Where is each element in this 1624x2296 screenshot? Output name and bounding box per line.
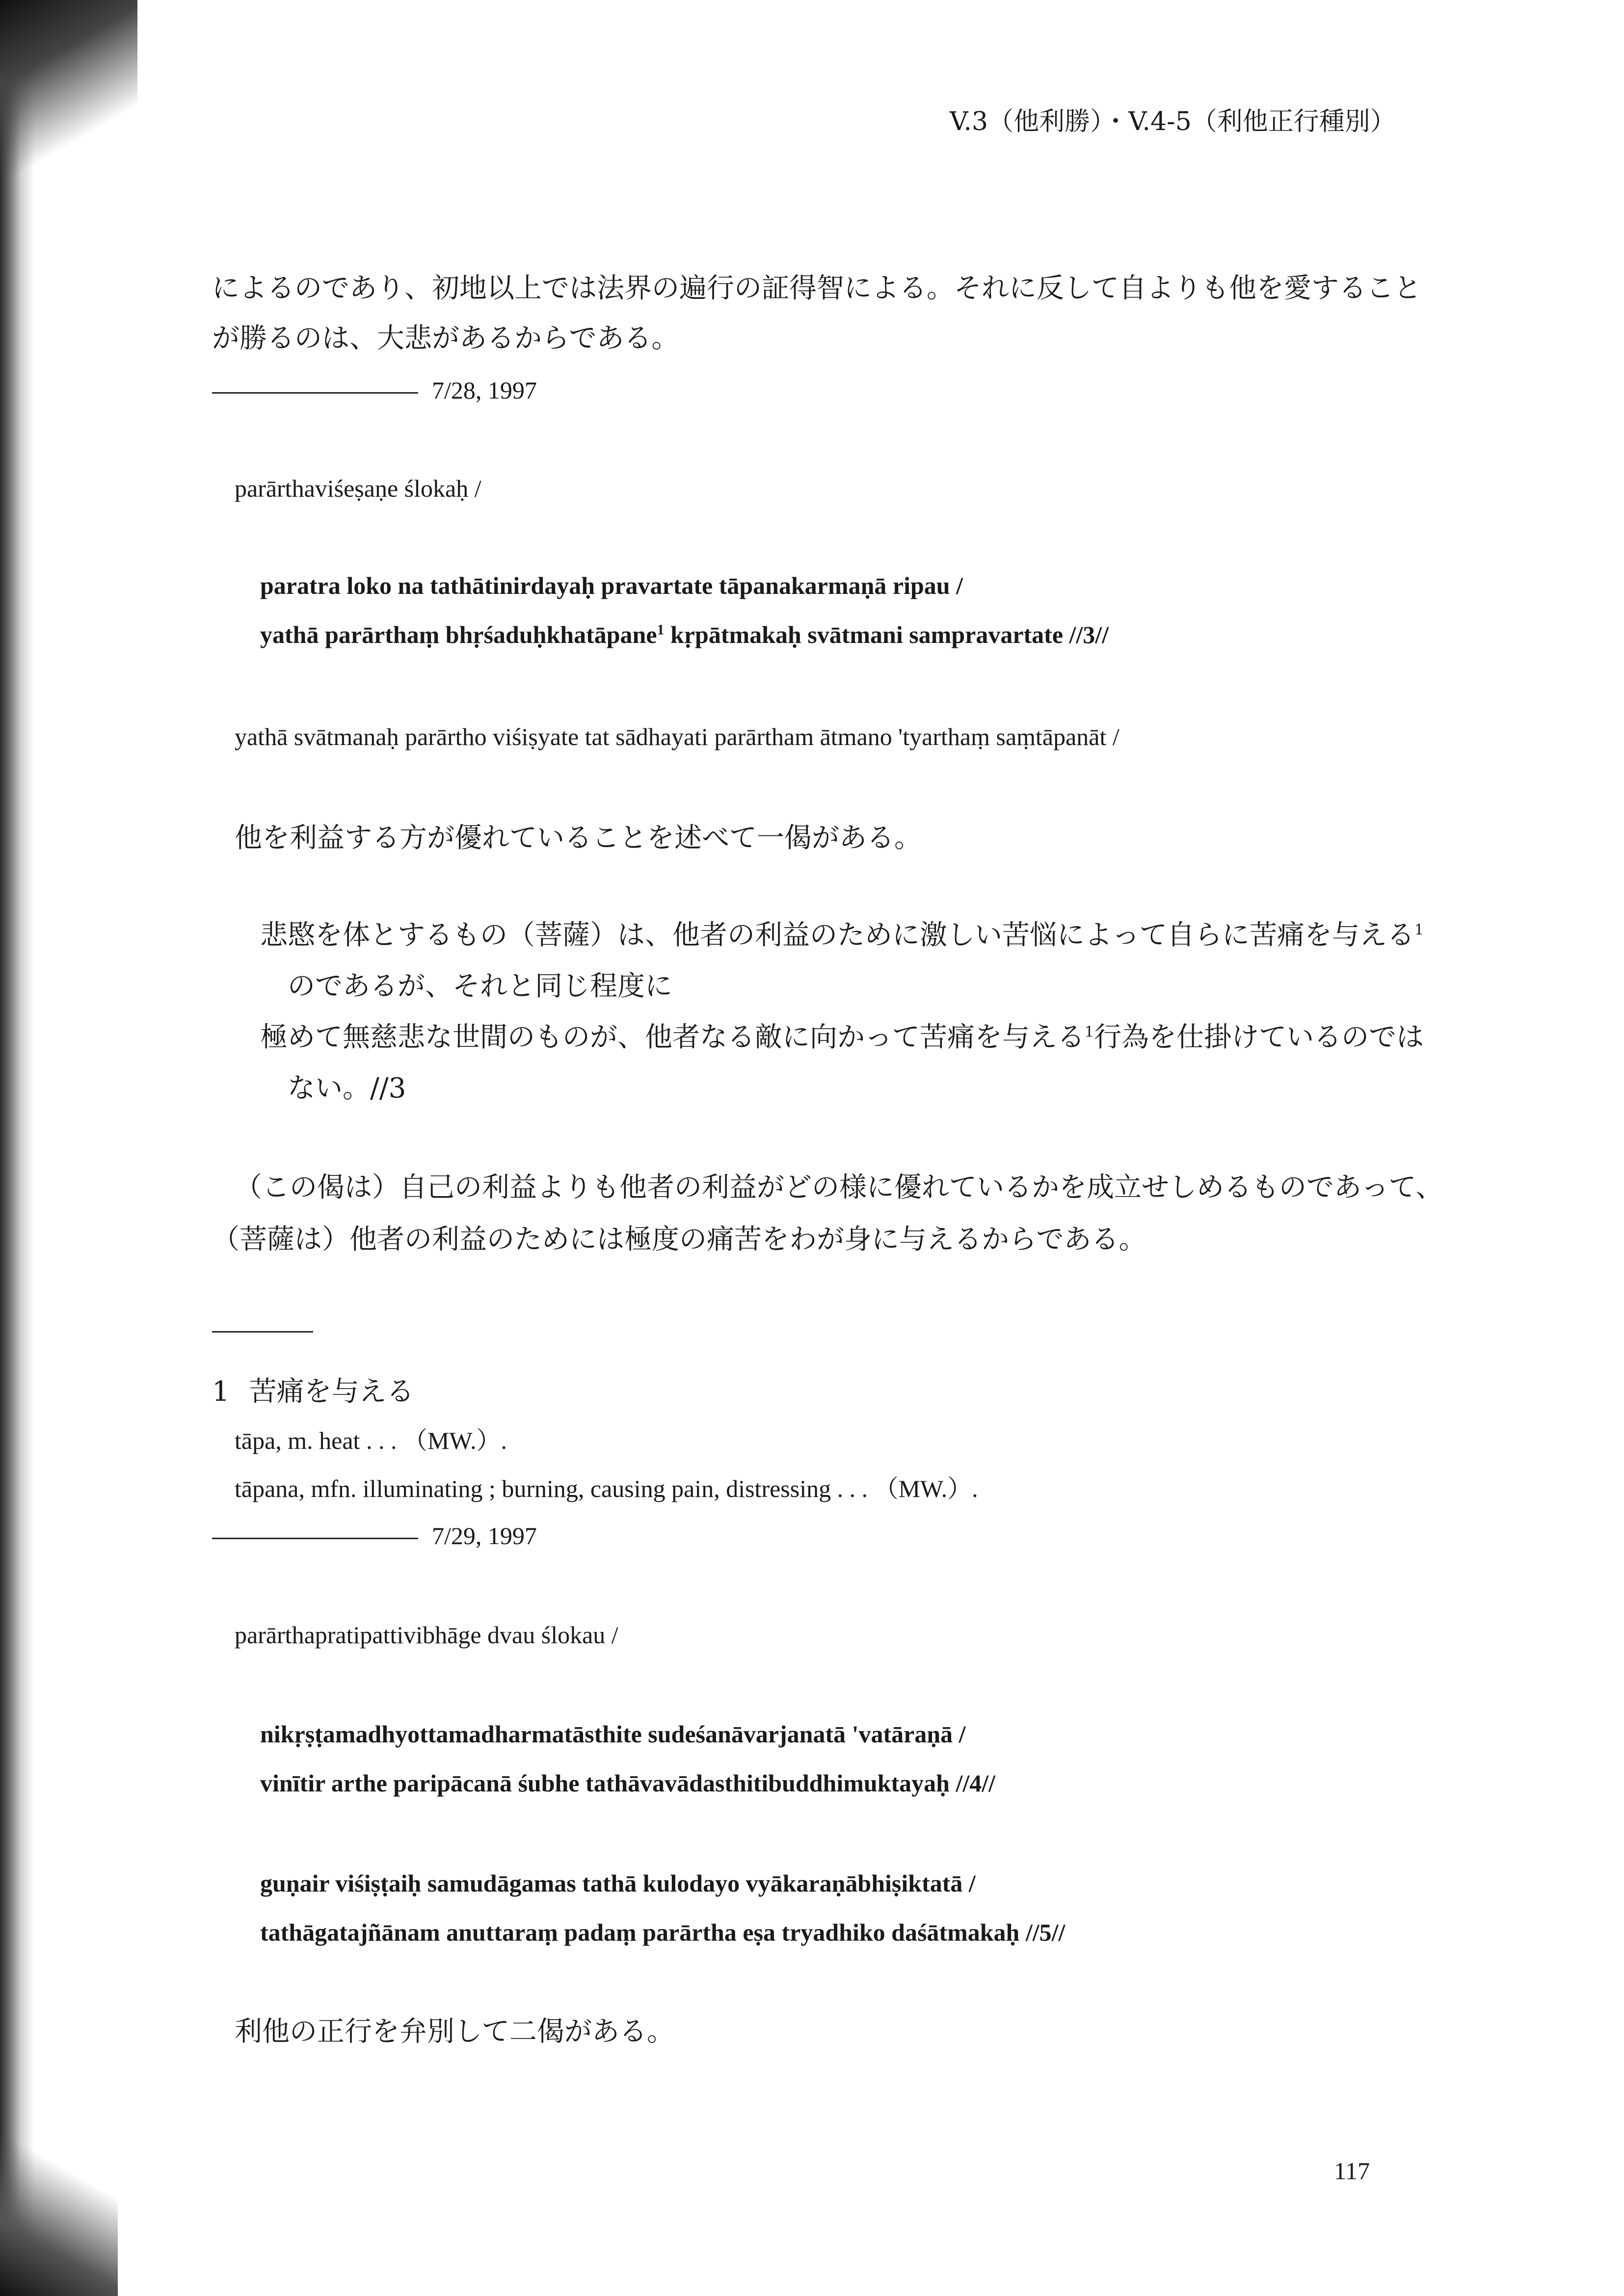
page-number: 117 — [1334, 2157, 1370, 2185]
date-divider — [212, 392, 418, 394]
intro-line-2: が勝るのは、大悲があるからである。 — [212, 322, 679, 354]
scan-shadow-bottom-corner — [0, 2109, 118, 2296]
verse-5-line-2: tathāgatajñānam anuttaraṃ padaṃ parārtha eṣa tryadhiko daśātmakaḥ //5// — [260, 1919, 1065, 1946]
verse-3-line-1: paratra loko na tathātinirdayaḥ pravartate tāpanakarmaṇā ripau / — [260, 572, 963, 599]
translation-line-2: のであるが、それと同じ程度に — [288, 970, 672, 1002]
translation-line-3 — [260, 1021, 1424, 1053]
intro-line-1: によるのであり、初地以上では法界の遍行の証得智による。それに反して自よりも他を愛すること — [212, 272, 1421, 304]
footnote-ref: 1 — [1085, 1023, 1094, 1041]
translation-line-4: ない。//3 — [288, 1072, 406, 1104]
footnote-definition-1: tāpa, m. heat . . . （MW.）. — [235, 1427, 507, 1454]
footnote-rule — [212, 1331, 313, 1333]
date-line-2 — [212, 1523, 537, 1548]
translation-line-3-part-a: 極めて無慈悲な世間のものが、他者なる敵に向かって苦痛を与える — [260, 1021, 1085, 1053]
verse-5-line-1: guṇair viśiṣṭaiḥ samudāgamas tathā kulodayo vyākaraṇābhiṣiktatā / — [260, 1869, 976, 1897]
footnote-ref: 1 — [1414, 921, 1424, 939]
running-header: V.3（他利勝）・V.4-5（利他正行種別） — [950, 107, 1396, 136]
footnote-heading — [212, 1378, 414, 1406]
explanation-line-2: （菩薩は）他者の利益のためには極度の痛苦をわが身に与えるからである。 — [212, 1224, 1146, 1255]
footnote-definition-2: tāpana, mfn. illuminating ; burning, causing pain, distressing . . . （MW.）. — [235, 1475, 978, 1502]
date-text: 7/28, 1997 — [432, 376, 537, 404]
translation-line-3-part-b: 行為を仕掛けているのでは — [1094, 1021, 1424, 1053]
scan-shadow-edge — [0, 0, 34, 2296]
verse-4-line-2: vinītir arthe paripācanā śubhe tathāvavādasthitibuddhimuktayaḥ //4// — [260, 1769, 996, 1797]
footnote-term: 苦痛を与える — [249, 1376, 414, 1408]
section-heading-1: parārthaviśeṣaṇe ślokaḥ / — [235, 475, 481, 502]
verse-3-line-2 — [260, 622, 1109, 647]
verse-3-line-2-part-a: yathā parārthaṃ bhṛśaduḥkhatāpane — [260, 621, 657, 648]
verse-4-line-1: nikṛṣṭamadhyottamadharmatāsthite sudeśanāvarjanatā 'vatāraṇā / — [260, 1720, 966, 1748]
verse-3-line-2-part-b: kṛpātmakaḥ svātmani sampravartate //3// — [664, 621, 1109, 648]
commentary-line: yathā svātmanaḥ parārtho viśiṣyate tat sādhayati parārtham ātmano 'tyarthaṃ saṃtāpanāt / — [235, 723, 1119, 750]
translation-line-1-text: 悲愍を体とするもの（菩薩）は、他者の利益のために激しい苦悩によって自らに苦痛を与える — [260, 919, 1414, 951]
date-divider — [212, 1538, 418, 1539]
translation-intro: 他を利益する方が優れていることを述べて一偈がある。 — [235, 822, 922, 854]
section-heading-2: parārthapratipattivibhāge dvau ślokau / — [235, 1621, 618, 1649]
translation-intro-2: 利他の正行を弁別して二偈がある。 — [235, 2016, 674, 2048]
date-text: 7/29, 1997 — [432, 1522, 537, 1549]
explanation-line-1: （この偈は）自己の利益よりも他者の利益がどの様に優れているかを成立せしめるものであって、 — [235, 1172, 1443, 1203]
scan-shadow-top-corner — [0, 0, 137, 206]
footnote-number: 1 — [212, 1376, 230, 1408]
footnote-ref: 1 — [657, 621, 665, 638]
translation-line-1 — [260, 919, 1424, 951]
date-line-1 — [212, 378, 537, 402]
